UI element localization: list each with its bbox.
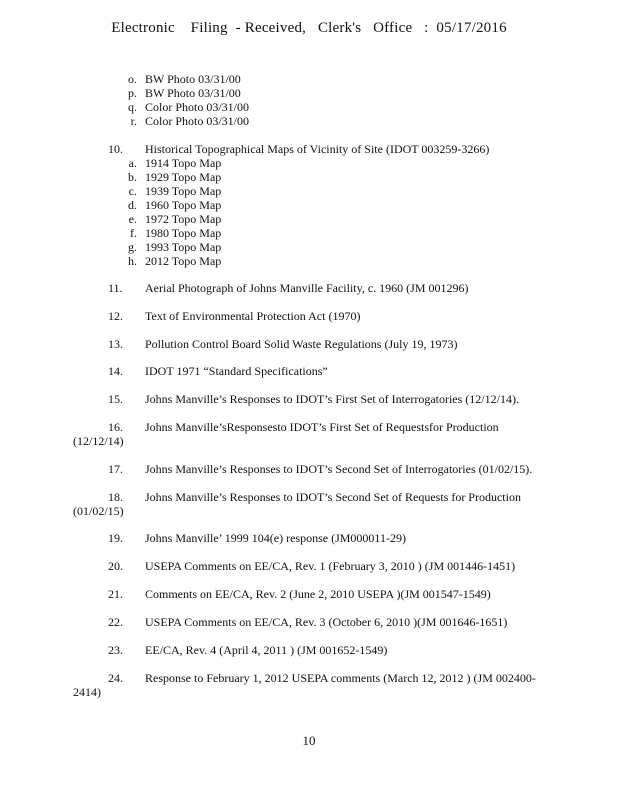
list-item-letter: f. (130, 226, 137, 240)
item-text: Text of Environmental Protection Act (1970) (145, 309, 361, 323)
list-item-text: 1939 Topo Map (145, 184, 222, 198)
item-text: Johns Manville’sResponsesto IDOT’s First Set of Requestsfor Production (145, 420, 499, 434)
list-item (130, 114, 250, 128)
list-item-letter: g. (128, 240, 137, 254)
item-number: 24. (108, 671, 123, 685)
list-item (128, 240, 222, 254)
item-number: 20. (108, 559, 123, 573)
item-number: 12. (108, 309, 123, 323)
list-item-text: 1914 Topo Map (145, 156, 222, 170)
item-text: Johns Manville’s Responses to IDOT’s Second Set of Interrogatories (01/02/15). (145, 462, 533, 476)
list-item-text: 2012 Topo Map (145, 254, 222, 268)
item-text: Pollution Control Board Solid Waste Regulations (July 19, 1973) (145, 337, 458, 351)
item-text: Historical Topographical Maps of Vicinity of Site (IDOT 003259-3266) (145, 142, 490, 156)
list-item-letter: d. (128, 198, 137, 212)
list-item (128, 100, 250, 114)
continued-subitem-list (128, 72, 250, 128)
item-text: Comments on EE/CA, Rev. 2 (June 2, 2010 USEPA )(JM 001547-1549) (145, 587, 491, 601)
list-item-text: Color Photo 03/31/00 (145, 100, 250, 114)
list-item (128, 86, 249, 100)
list-item-text: 1993 Topo Map (145, 240, 222, 254)
item-number: 17. (108, 462, 123, 476)
list-item-letter: h. (128, 254, 137, 268)
list-item-text: 1972 Topo Map (145, 212, 222, 226)
item-24-continuation: 2414) (73, 685, 101, 699)
item-number: 16. (108, 420, 123, 434)
item-18-continuation: (01/02/15) (73, 504, 124, 518)
list-item-text: Color Photo 03/31/00 (145, 114, 250, 128)
list-item-letter: b. (128, 170, 137, 184)
item-text: Johns Manville’s Responses to IDOT’s Second Set of Requests for Production (145, 490, 521, 504)
item-text: Aerial Photograph of Johns Manville Facility, c. 1960 (JM 001296) (145, 281, 469, 295)
item-number: 14. (108, 364, 123, 378)
topo-map-subitem-list (128, 156, 222, 268)
list-item (130, 226, 222, 240)
item-number: 18. (108, 490, 123, 504)
list-item-letter: e. (128, 212, 137, 226)
list-item (128, 212, 222, 226)
list-item-letter: p. (128, 86, 137, 100)
item-number: 23. (108, 643, 123, 657)
list-item (128, 156, 222, 170)
item-number: 13. (108, 337, 123, 351)
item-text: EE/CA, Rev. 4 (April 4, 2011 ) (JM 001652-1549) (145, 643, 388, 657)
list-item (128, 184, 222, 198)
list-item (128, 72, 249, 86)
item-number: 11. (108, 281, 123, 295)
list-item (128, 254, 222, 268)
list-item-letter: o. (128, 72, 137, 86)
list-item-text: 1960 Topo Map (145, 198, 222, 212)
list-item-letter: r. (130, 114, 137, 128)
item-text: Johns Manville’s Responses to IDOT’s First Set of Interrogatories (12/12/14). (145, 392, 519, 406)
list-item (128, 198, 222, 212)
list-item-text: 1980 Topo Map (145, 226, 222, 240)
list-item-text: BW Photo 03/31/00 (145, 72, 241, 86)
list-item-letter: a. (128, 156, 137, 170)
item-text: Johns Manville’ 1999 104(e) response (JM000011-29) (145, 531, 406, 545)
item-text: USEPA Comments on EE/CA, Rev. 3 (October 6, 2010 )(JM 001646-1651) (145, 615, 508, 629)
list-item (128, 170, 222, 184)
list-item-text: 1929 Topo Map (145, 170, 222, 184)
filing-stamp-header: Electronic Filing - Received, Clerk's Office : 05/17/2016 (111, 20, 507, 36)
item-number: 21. (108, 587, 123, 601)
item-16-continuation: (12/12/14) (73, 434, 124, 448)
list-item-letter: q. (128, 100, 137, 114)
item-text: IDOT 1971 “Standard Specifications” (145, 364, 328, 378)
item-number: 22. (108, 615, 123, 629)
item-text: USEPA Comments on EE/CA, Rev. 1 (February 3, 2010 ) (JM 001446-1451) (145, 559, 516, 573)
item-number: 10. (108, 142, 123, 156)
item-text: Response to February 1, 2012 USEPA comments (March 12, 2012 ) (JM 002400- (145, 671, 536, 685)
list-item-letter: c. (128, 184, 137, 198)
list-item-text: BW Photo 03/31/00 (145, 86, 241, 100)
item-number: 15. (108, 392, 123, 406)
page-number: 10 (302, 733, 316, 748)
item-number: 19. (108, 531, 123, 545)
